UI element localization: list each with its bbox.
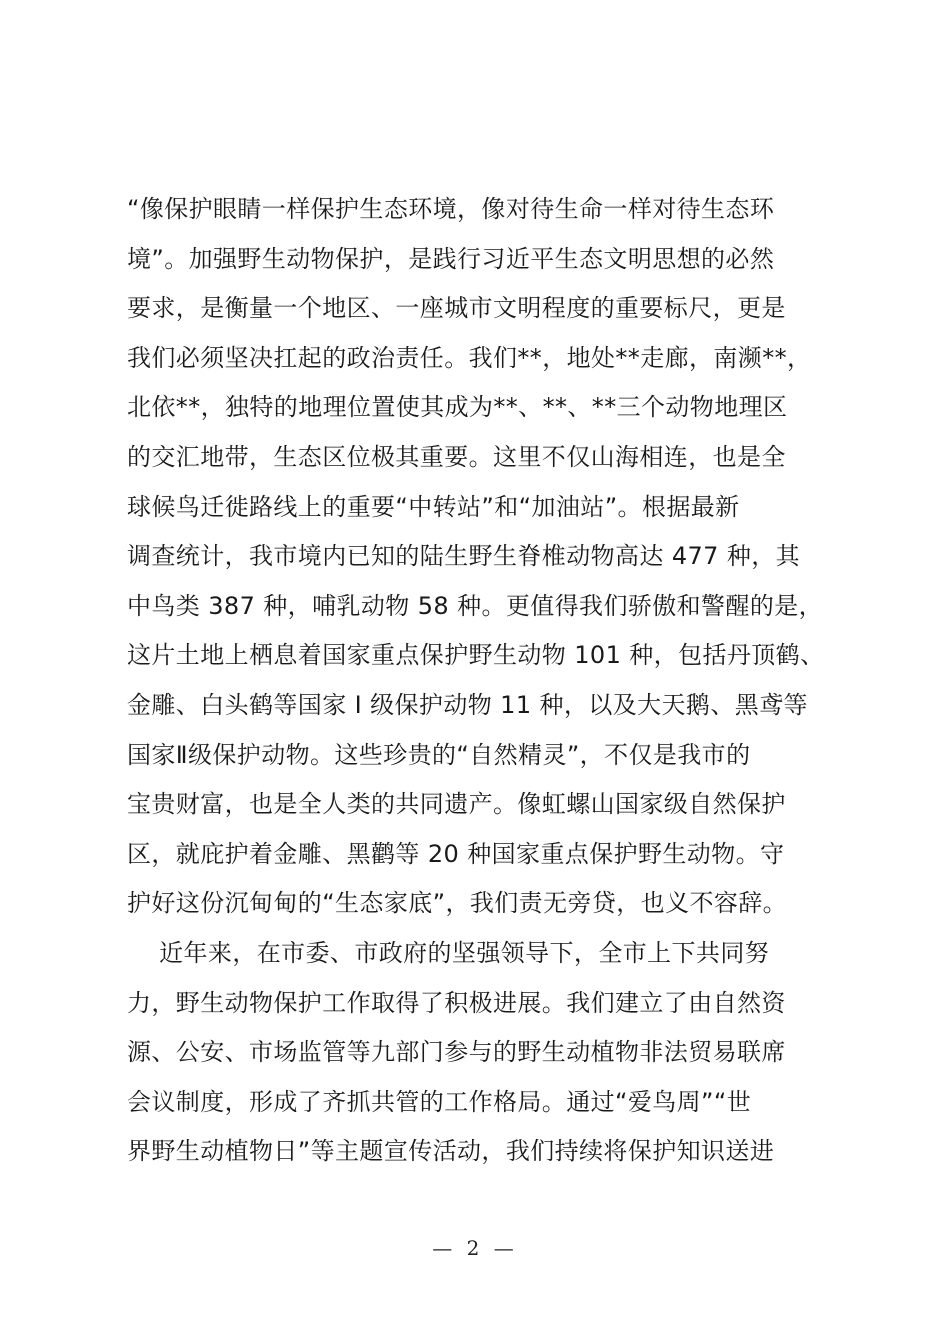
page-number: — 2 — — [432, 1236, 518, 1260]
text-line: 宝贵财富，也是全人类的共同遗产。像虹螺山国家级自然保护 — [127, 790, 786, 819]
text-line: 界野生动植物日”等主题宣传活动，我们持续将保护知识送进 — [127, 1137, 775, 1166]
text-line: 源、公安、市场监管等九部门参与的野生动植物非法贸易联席 — [127, 1038, 786, 1067]
text-line: 我们必须坚决扛起的政治责任。我们**，地处**走廊，南濒**， — [127, 343, 812, 372]
text-line: 北依**，独特的地理位置使其成为**、**、**三个动物地理区 — [127, 393, 788, 422]
text-line: 中鸟类 387 种，哺乳动物 58 种。更值得我们骄傲和警醒的是， — [127, 591, 824, 620]
text-line: 区，就庇护着金雕、黑鹳等 20 种国家重点保护野生动物。守 — [127, 839, 785, 868]
text-line: 护好这份沉甸甸的“生态家底”，我们责无旁贷，也义不容辞。 — [127, 889, 788, 918]
text-line: 国家Ⅱ级保护动物。这些珍贵的“自然精灵”，不仅是我市的 — [127, 740, 751, 769]
text-line: 近年来，在市委、市政府的坚强领导下，全市上下共同努 — [127, 938, 770, 967]
body-text — [127, 185, 832, 1177]
text-line: 金雕、白头鹤等国家 I 级保护动物 11 种，以及大天鹅、黑鸢等 — [127, 690, 808, 719]
text-line: 的交汇地带，生态区位极其重要。这里不仅山海相连，也是全 — [127, 442, 786, 471]
text-line: “像保护眼睛一样保护生态环境，像对待生命一样对待生态环 — [127, 195, 775, 223]
text-line: 调查统计，我市境内已知的陆生野生脊椎动物高达 477 种，其 — [127, 542, 801, 571]
text-line: 境”。加强野生动物保护，是践行习近平生态文明思想的必然 — [127, 244, 775, 273]
text-line: 球候鸟迁徙路线上的重要“中转站”和“加油站”。根据最新 — [127, 492, 740, 521]
text-line: 这片土地上栖息着国家重点保护野生动物 101 种，包括丹顶鹤、 — [127, 641, 825, 670]
text-line: 力，野生动物保护工作取得了积极进展。我们建立了由自然资 — [127, 988, 786, 1017]
text-line: 要求，是衡量一个地区、一座城市文明程度的重要标尺，更是 — [127, 294, 786, 323]
text-line: 会议制度，形成了齐抓共管的工作格局。通过“爱鸟周”“世 — [127, 1087, 752, 1116]
